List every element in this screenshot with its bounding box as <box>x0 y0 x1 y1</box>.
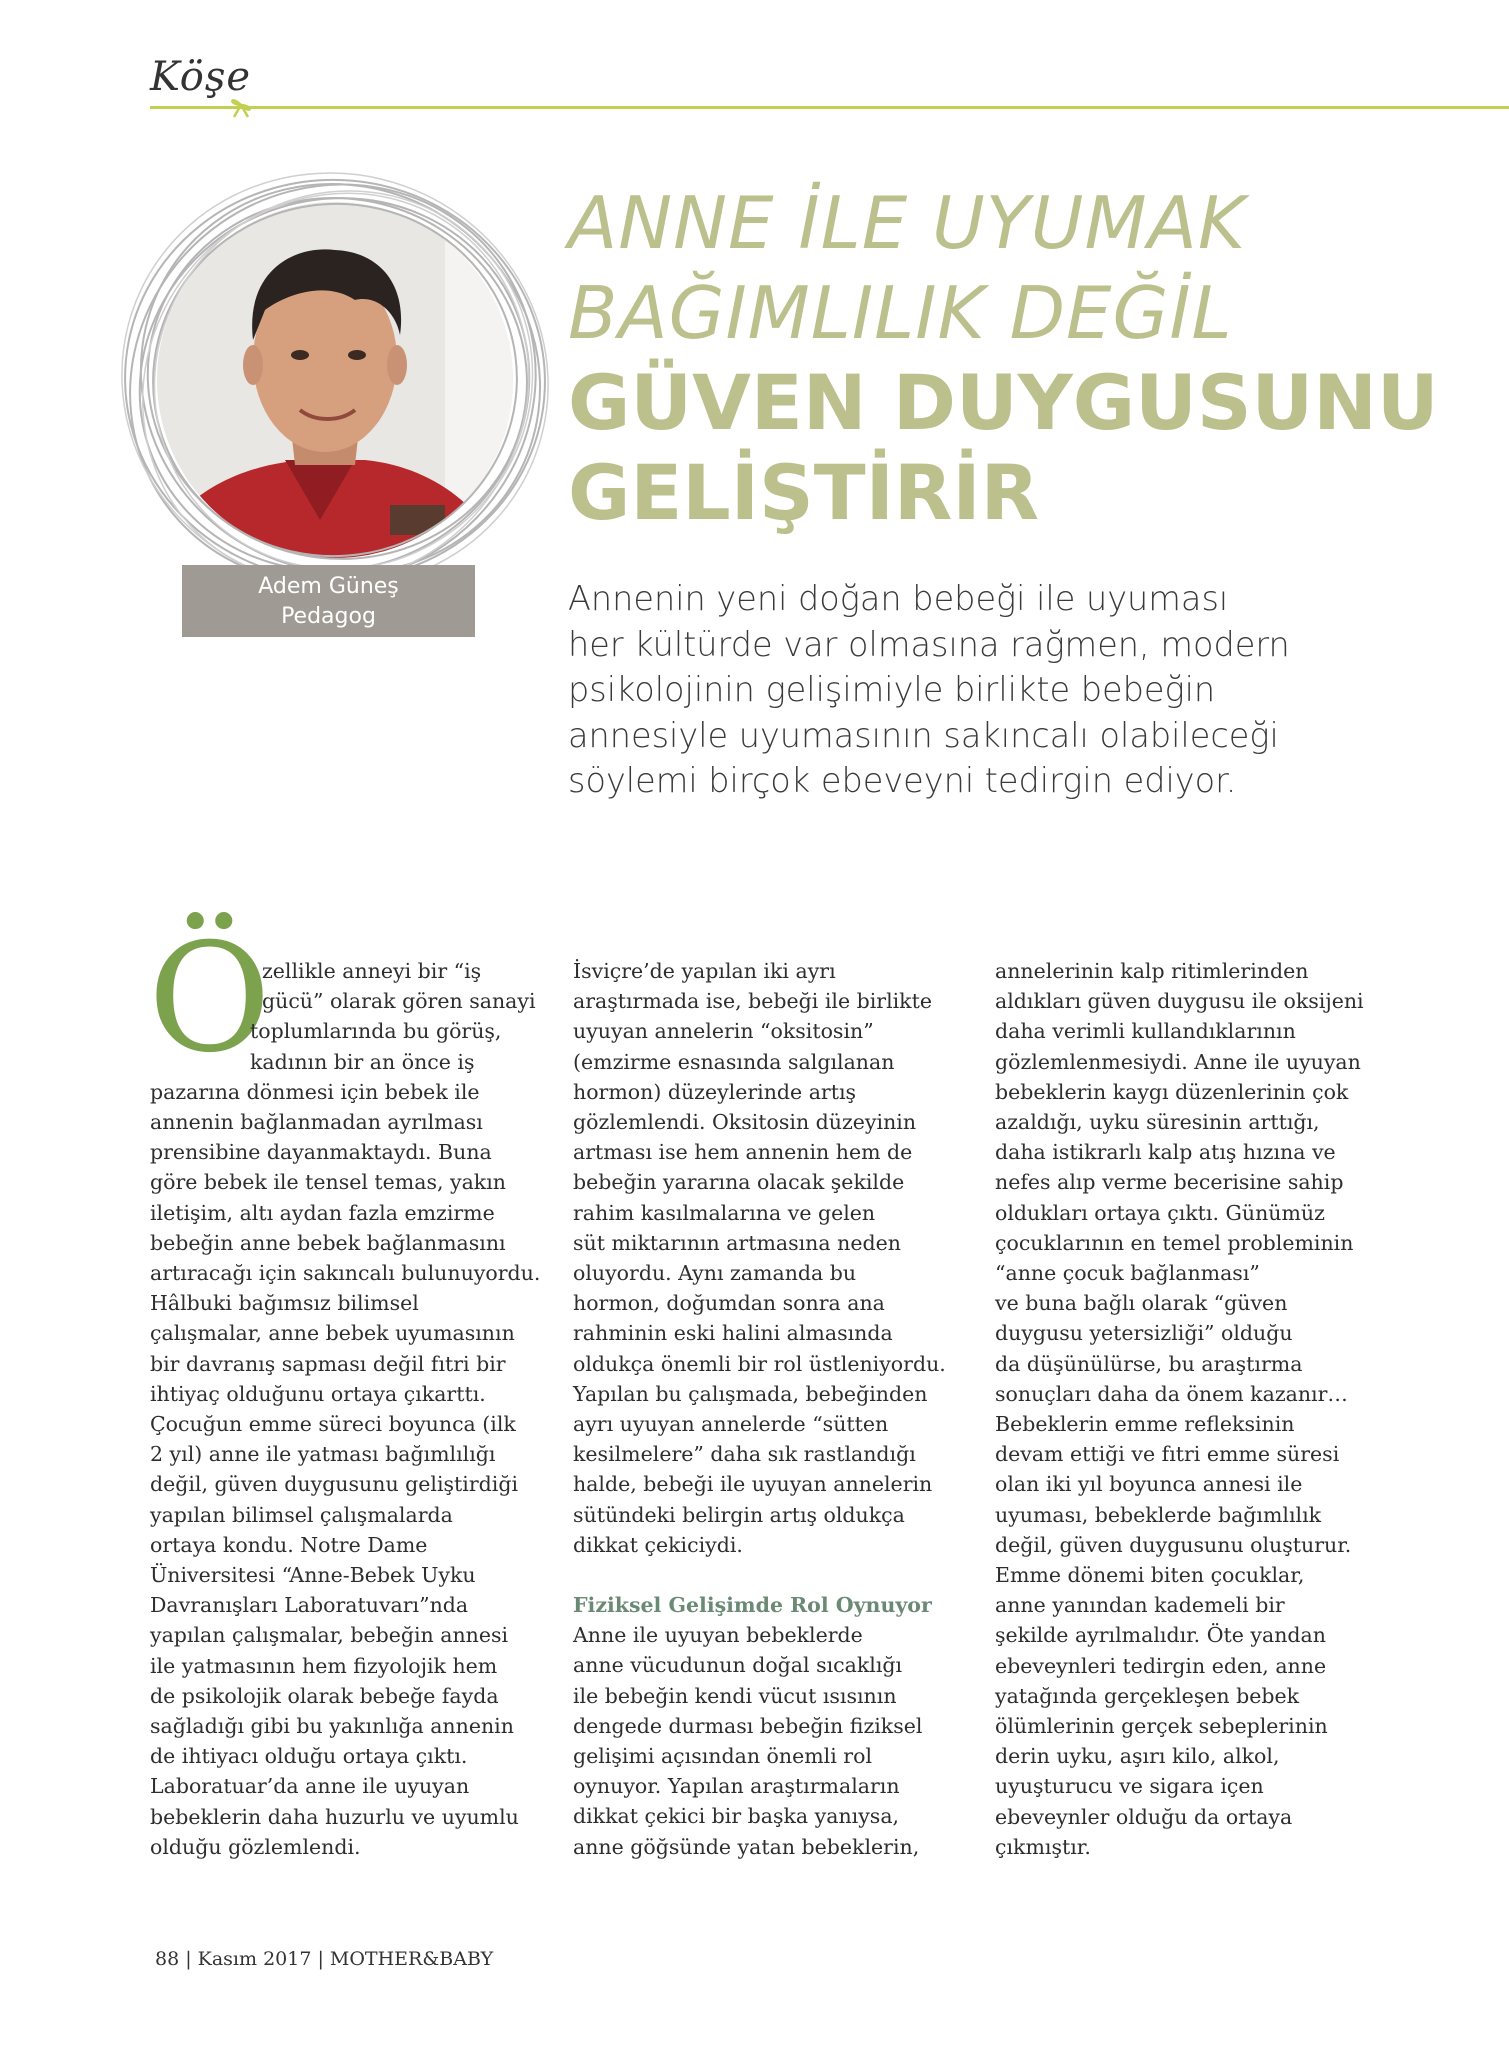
body-line: (emzirme esnasında salgılanan <box>573 1049 895 1074</box>
headline-line-2: BAĞIMLILIK DEĞİL <box>568 271 1233 355</box>
body-line: sonuçları daha da önem kazanır… <box>995 1381 1348 1406</box>
body-line: araştırmada ise, bebeği ile birlikte <box>573 989 932 1014</box>
body-line: ihtiyaç olduğunu ortaya çıkarttı. <box>150 1381 486 1406</box>
lead-line: psikolojinin gelişimiyle birlikte bebeğin <box>568 670 1216 709</box>
body-line: duygusu yetersizliği” olduğu <box>995 1321 1293 1346</box>
body-line: anne vücudunun doğal sıcaklığı <box>573 1653 903 1678</box>
body-line: sağladığı gibi bu yakınlığa annenin <box>150 1714 514 1739</box>
body-line: anne yanından kademeli bir <box>995 1593 1285 1618</box>
body-line: Laboratuar’da anne ile uyuyan <box>150 1774 470 1799</box>
body-line: İsviçre’de yapılan iki ayrı <box>573 959 836 983</box>
body-line: 2 yıl) anne ile yatması bağımlılığı <box>150 1442 496 1467</box>
body-column-2 <box>573 956 963 1862</box>
body-line: dengede durması bebeğin fiziksel <box>573 1713 923 1738</box>
body-line: yatağında gerçekleşen bebek <box>995 1683 1300 1708</box>
body-line: iletişim, altı aydan fazla emzirme <box>150 1200 495 1225</box>
body-line: annenin bağlanmadan ayrılması <box>150 1110 483 1135</box>
body-line: daha verimli kullandıklarının <box>995 1019 1296 1044</box>
body-line: derin uyku, aşırı kilo, alkol, <box>995 1744 1280 1769</box>
body-line: anne göğsünde yatan bebeklerin, <box>573 1834 920 1859</box>
body-line: değil, güven duygusunu oluşturur. <box>995 1532 1352 1557</box>
author-title: Pedagog <box>281 604 376 629</box>
body-line: yapılan çalışmalar, bebeğin annesi <box>150 1623 509 1648</box>
body-line: göre bebek ile tensel temas, yakın <box>150 1170 506 1195</box>
body-line: Davranışları Laboratuvarı”nda <box>150 1593 469 1618</box>
body-line: de psikolojik olarak bebeğe fayda <box>150 1683 499 1708</box>
body-column-1 <box>150 956 540 1862</box>
headline-line-1: ANNE İLE UYUMAK <box>568 181 1247 265</box>
body-line: gelişimi açısından önemli rol <box>573 1744 873 1769</box>
body-line: ile yatmasının hem fizyolojik hem <box>150 1653 498 1678</box>
body-line: olan iki yıl boyunca annesi ile <box>995 1472 1303 1497</box>
body-line: olduğu gözlemlendi. <box>150 1834 361 1859</box>
body-line: nefes alıp verme becerisine sahip <box>995 1170 1344 1195</box>
body-line: gözlemlenmesiydi. Anne ile uyuyan <box>995 1049 1361 1074</box>
body-line: ölümlerinin gerçek sebeplerinin <box>995 1714 1328 1739</box>
body-line: oldukları ortaya çıktı. Günümüz <box>995 1200 1325 1225</box>
body-line: uyuşturucu ve sigara içen <box>995 1774 1264 1799</box>
body-line: kesilmelere” daha sık rastlandığı <box>573 1442 916 1467</box>
body-line: hormon, doğumdan sonra ana <box>573 1291 885 1316</box>
body-line: de ihtiyacı olduğu ortaya çıktı. <box>150 1744 468 1769</box>
body-line: bebeklerin daha huzurlu ve uyumlu <box>150 1804 519 1829</box>
body-line: halde, bebeği ile uyuyan annelerin <box>573 1472 933 1497</box>
body-line: ortaya kondu. Notre Dame <box>150 1532 428 1557</box>
body-line: bir davranış sapması değil fıtri bir <box>150 1351 506 1376</box>
body-line: pazarına dönmesi için bebek ile <box>150 1079 480 1104</box>
body-line: da düşünülürse, bu araştırma <box>995 1351 1303 1376</box>
body-line: toplumlarında bu görüş, <box>250 1019 502 1044</box>
body-line: gözlemlendi. Oksitosin düzeyinin <box>573 1110 917 1135</box>
body-line: dikkat çekiciydi. <box>573 1532 743 1557</box>
body-line: gücü” olarak gören sanayi <box>262 989 536 1014</box>
body-line: şekilde ayrılmalıdır. Öte yandan <box>995 1623 1326 1648</box>
article-headline <box>568 178 1488 538</box>
body-line: artması ise hem annenin hem de <box>573 1140 913 1165</box>
drop-cap: Ö <box>148 912 271 1086</box>
section-rule <box>150 106 1509 109</box>
body-line: oluyordu. Aynı zamanda bu <box>573 1261 857 1286</box>
body-line: çocuklarının en temel probleminin <box>995 1230 1354 1255</box>
body-line: çalışmalar, anne bebek uyumasının <box>150 1321 515 1346</box>
body-line: annelerinin kalp ritimlerinden <box>995 959 1309 983</box>
lead-line: her kültürde var olmasına rağmen, modern <box>568 624 1290 664</box>
body-line: Emme dönemi biten çocuklar, <box>995 1563 1305 1588</box>
body-line: dikkat çekici bir başka yanıysa, <box>573 1804 900 1829</box>
body-line: ebeveynleri tedirgin eden, anne <box>995 1653 1327 1678</box>
body-line: prensibine dayanmaktaydı. Buna <box>150 1140 492 1165</box>
body-line: zellikle anneyi bir “iş <box>262 959 482 983</box>
portrait-illustration <box>115 160 555 600</box>
body-line: değil, güven duygusunu geliştirdiği <box>150 1472 518 1497</box>
body-line: daha istikrarlı kalp atış hızına ve <box>995 1140 1336 1165</box>
headline-line-4: GELİŞTİRİR <box>568 448 1040 537</box>
lead-line: Annenin yeni doğan bebeği ile uyuması <box>568 579 1229 618</box>
body-line: oldukça önemli bir rol üstleniyordu. <box>573 1351 946 1376</box>
bow-icon <box>226 90 256 120</box>
body-line: süt miktarının artmasına neden <box>573 1230 901 1255</box>
lead-line: annesiyle uyumasının sakıncalı olabileceği <box>568 715 1279 755</box>
body-line: yapılan bilimsel çalışmalarda <box>150 1502 453 1527</box>
author-name: Adem Güneş <box>258 574 399 599</box>
body-line: rahim kasılmalarına ve gelen <box>573 1200 876 1225</box>
body-line: ebeveynler olduğu da ortaya <box>995 1804 1293 1829</box>
author-portrait <box>115 160 555 600</box>
article-lead <box>568 576 1368 804</box>
body-line: Bebeklerin emme refleksinin <box>995 1412 1295 1437</box>
body-line: hormon) düzeylerinde artış <box>573 1079 857 1104</box>
body-line: bebeğin yararına olacak şekilde <box>573 1170 905 1195</box>
headline-line-3: GÜVEN DUYGUSUNU <box>568 358 1439 447</box>
body-line: Çocuğun emme süreci boyunca (ilk <box>150 1412 516 1437</box>
body-line: sütündeki belirgin artış oldukça <box>573 1502 905 1527</box>
body-line: azaldığı, uyku süresinin arttığı, <box>995 1110 1320 1135</box>
body-line: oynuyor. Yapılan araştırmaların <box>573 1774 900 1799</box>
body-line: ile bebeğin kendi vücut ısısının <box>573 1683 897 1708</box>
body-line: artıracağı için sakıncalı bulunuyordu. <box>150 1261 541 1286</box>
body-line: aldıkları güven duygusu ile oksijeni <box>995 989 1364 1014</box>
body-line: bebeğin anne bebek bağlanmasını <box>150 1230 506 1255</box>
body-line: bebeklerin kaygı düzenlerinin çok <box>995 1079 1349 1104</box>
body-line: çıkmıştır. <box>995 1834 1091 1859</box>
page-footer: 88 | Kasım 2017 | MOTHER&BABY <box>155 1948 494 1970</box>
section-subheading: Fiziksel Gelişimde Rol Oynuyor <box>573 1593 932 1618</box>
body-line: Yapılan bu çalışmada, bebeğinden <box>573 1381 928 1406</box>
body-line: ayrı uyuyan annelerde “sütten <box>573 1412 889 1437</box>
body-line: uyuması, bebeklerde bağımlılık <box>995 1502 1322 1527</box>
body-line: rahminin eski halini almasında <box>573 1321 893 1346</box>
body-line: uyuyan annelerin “oksitosin” <box>573 1019 874 1044</box>
body-line: kadının bir an önce iş <box>250 1049 475 1074</box>
body-line: Anne ile uyuyan bebeklerde <box>573 1623 863 1648</box>
section-label: Köşe <box>150 54 252 100</box>
body-line: Hâlbuki bağımsız bilimsel <box>150 1291 419 1316</box>
lead-line: söylemi birçok ebeveyni tedirgin ediyor. <box>568 761 1237 800</box>
body-column-3 <box>995 956 1385 1862</box>
body-line: devam ettiği ve fıtri emme süresi <box>995 1442 1340 1467</box>
author-caption <box>182 565 475 637</box>
body-line: ve buna bağlı olarak “güven <box>995 1291 1288 1316</box>
body-line: “anne çocuk bağlanması” <box>995 1261 1260 1286</box>
body-line: Üniversitesi “Anne-Bebek Uyku <box>150 1563 476 1588</box>
